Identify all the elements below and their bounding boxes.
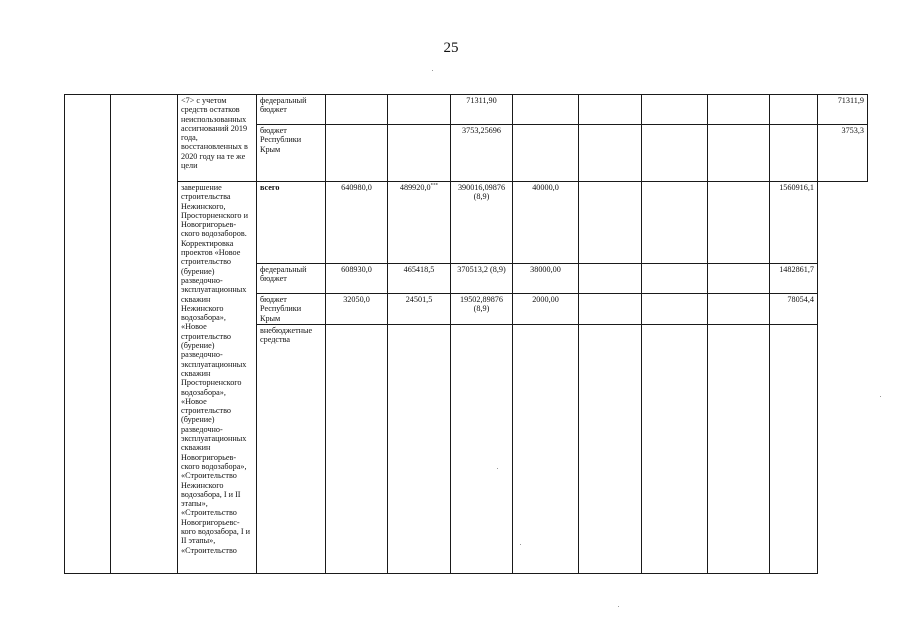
table-cell [708,182,770,264]
value-2020: 71311,90 [451,95,513,125]
value-total: 71311,9 [818,95,868,125]
table-cell [770,324,818,573]
table-cell [326,125,388,182]
table-cell [451,324,513,573]
table-cell [708,95,770,125]
scan-speck [497,468,498,469]
table-cell [513,125,579,182]
table-cell [326,95,388,125]
source-label: бюджет Республики Крым [257,125,326,182]
table-cell [642,125,708,182]
table-cell [642,95,708,125]
value-2018: 640980,0 [326,182,388,264]
note-description: <7> с учетом средств остатков неиспользованных ассигнований 2019 года, восстановленных в 2020 году на те же цели [178,95,257,182]
table-cell [770,95,818,125]
source-label: федеральный бюджет [257,264,326,294]
source-label: федеральный бюджет [257,95,326,125]
table-cell [579,264,642,294]
table-cell [513,324,579,573]
table-cell [513,95,579,125]
table-cell [708,264,770,294]
table-cell [65,95,111,574]
table-cell [642,182,708,264]
table-cell [388,95,451,125]
value-total: 1482861,7 [770,264,818,294]
table-cell [388,324,451,573]
value-2019: 489920,0*** [388,182,451,264]
value-2019: 465418,5 [388,264,451,294]
table-cell [579,294,642,325]
scan-speck [618,606,619,607]
value-2020: 19502,89876 (8,9) [451,294,513,325]
scan-speck [520,544,521,545]
value-2021: 2000,00 [513,294,579,325]
table-cell [579,182,642,264]
table-cell [642,264,708,294]
value-total: 78054,4 [770,294,818,325]
value-2020: 390016,09876 (8,9) [451,182,513,264]
table-cell [708,324,770,573]
value-total: 3753,3 [818,125,868,182]
table-cell [579,324,642,573]
source-label: бюджет Республики Крым [257,294,326,325]
source-label: всего [257,182,326,264]
table-cell [642,294,708,325]
value-2020: 3753,25696 [451,125,513,182]
value-total: 1560916,1 [770,182,818,264]
table-cell [770,125,818,182]
table-cell [579,95,642,125]
scan-speck [880,396,881,397]
value-2021: 38000,00 [513,264,579,294]
table-row [65,95,868,125]
table-row [65,182,868,264]
source-label: внебюджетные средства [257,324,326,573]
value-2018: 608930,0 [326,264,388,294]
budget-table [64,94,868,574]
value-2020: 370513,2 (8,9) [451,264,513,294]
project-description: завершение строительства Нежинского, Просторненского и Новогригорьев-ского водозаборов. Корректировка проектов «Новое строительство (бурение) разведочно-эксплуатационных скважин Нежинского водозабора», «Новое строительство (бурение) разведочно-эксплуатационных скважин Просторненского водозабора», «Новое строительство (бурение) разведочно-эксплуатационных скважин Новогригорьев-ского водозабора», «Строительство Нежинского водозабора, I и II этапы», «Строительство Новогригорьевс-кого водозабора, I и II этапы», «Строительство [178,182,257,574]
table-cell [708,294,770,325]
table-cell [388,125,451,182]
value-2019: 24501,5 [388,294,451,325]
table-cell [579,125,642,182]
table-cell [708,125,770,182]
table-cell [111,95,178,574]
footnote-mark: *** [430,183,439,189]
value-2021: 40000,0 [513,182,579,264]
value-2018: 32050,0 [326,294,388,325]
table-cell [326,324,388,573]
table-cell [642,324,708,573]
scan-speck [432,70,433,71]
page-number: 25 [443,40,459,56]
